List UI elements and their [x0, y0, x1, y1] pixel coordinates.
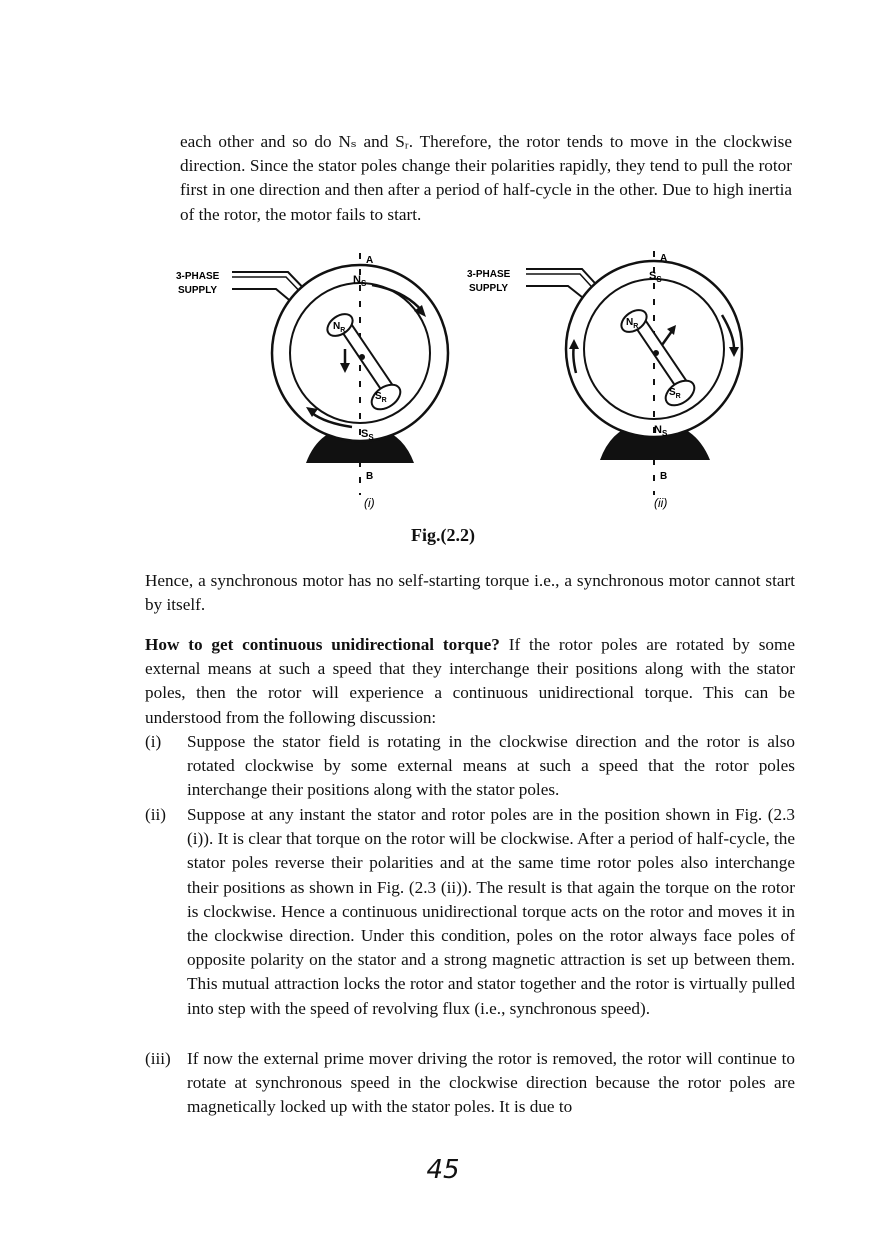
left-supply-line1: 3-PHASE: [176, 271, 220, 282]
list-item-text: If now the external prime mover driving the rotor is removed, the rotor will continue to rotate at synchronous speed in the clockwise direction because the rotor poles are magnetically locked up with the stator poles. It is due to: [187, 1049, 795, 1117]
right-sub-caption: (ii): [654, 496, 668, 510]
right-label-b: B: [660, 471, 668, 482]
motor-figure: [0, 245, 886, 525]
hence-paragraph: Hence, a synchronous motor has no self-starting torque i.e., a synchronous motor cannot start by itself.: [145, 571, 795, 615]
intro-paragraph: each other and so do Nₛ and Sᵣ. Therefore, the rotor tends to move in the clockwise direction. Since the stator poles change their polarities rapidly, they tend to pull the rotor first in one direction and then after a period of half-cycle in the other. Due to high inertia of the rotor, the motor fails to start.: [180, 132, 792, 224]
right-ss-label: S: [649, 270, 657, 282]
list-item: [145, 1047, 795, 1120]
right-sr-label: S: [669, 387, 676, 398]
figure-caption: Fig.(2.2): [411, 525, 475, 545]
right-supply-line2: SUPPLY: [469, 283, 509, 294]
right-ns-label: N: [654, 424, 662, 436]
section-intro: If the rotor poles are rotated by some external means at such a speed that they interchange their positions along with the stator poles, then the rotor will experience a continuous unidirectional torque. This can be understood from the following discussion:: [145, 635, 795, 727]
left-ss-sub: S: [368, 433, 374, 442]
left-sub-caption: (i): [364, 496, 375, 510]
right-sr-sub: R: [675, 393, 681, 400]
list-item-text: Suppose at any instant the stator and rotor poles are in the position shown in Fig. (2.3 (i)). It is clear that torque on the rotor will be clockwise. After a period of half-cycle, the stator poles reverse their polarities and at the same time rotor poles also interchange their positions as shown in Fig. (2.3 (ii)). The result is that again the torque on the rotor is clockwise. Hence a continuous unidirectional torque acts on the rotor and moves it in the clockwise direction. Under this condition, poles on the rotor always face poles of opposite polarity on the stator and a strong magnetic attraction is set up between them. This mutual attraction locks the rotor and stator together and the rotor is virtually pulled into step with the speed of revolving flux (i.e., synchronous speed).: [187, 805, 795, 1018]
right-nr-label: N: [626, 317, 634, 328]
left-sr-label: S: [375, 391, 382, 402]
section-heading: How to get continuous unidirectional torque?: [145, 635, 500, 654]
left-nr-label: N: [333, 321, 341, 332]
right-label-a: A: [660, 253, 668, 264]
diagram-right: [467, 251, 742, 510]
diagram-left: [176, 253, 448, 510]
list-item-number: (iii): [145, 1049, 171, 1068]
left-ns-sub: S: [360, 279, 367, 288]
left-label-b: B: [366, 471, 374, 482]
right-supply-line1: 3-PHASE: [467, 269, 511, 280]
page-number: 45: [426, 1155, 460, 1185]
left-ns-label: N: [353, 274, 361, 286]
list-item-number: (ii): [145, 805, 166, 824]
list-item: [145, 803, 795, 1021]
left-label-a: A: [366, 255, 374, 266]
torque-paragraph: [145, 633, 795, 730]
left-ss-label: S: [361, 428, 369, 440]
left-supply-line2: SUPPLY: [178, 285, 218, 296]
right-ss-sub: S: [656, 275, 662, 284]
left-sr-sub: R: [381, 397, 387, 404]
left-nr-sub: R: [340, 327, 346, 334]
right-ns-sub: S: [661, 429, 668, 438]
list-item: [145, 730, 795, 803]
list-item-text: Suppose the stator field is rotating in the clockwise direction and the rotor is also rotated clockwise by some external means at such a speed that the rotor poles interchange their positions along with the stator poles.: [187, 732, 795, 800]
list-item-number: (i): [145, 732, 162, 751]
right-nr-sub: R: [633, 323, 639, 330]
